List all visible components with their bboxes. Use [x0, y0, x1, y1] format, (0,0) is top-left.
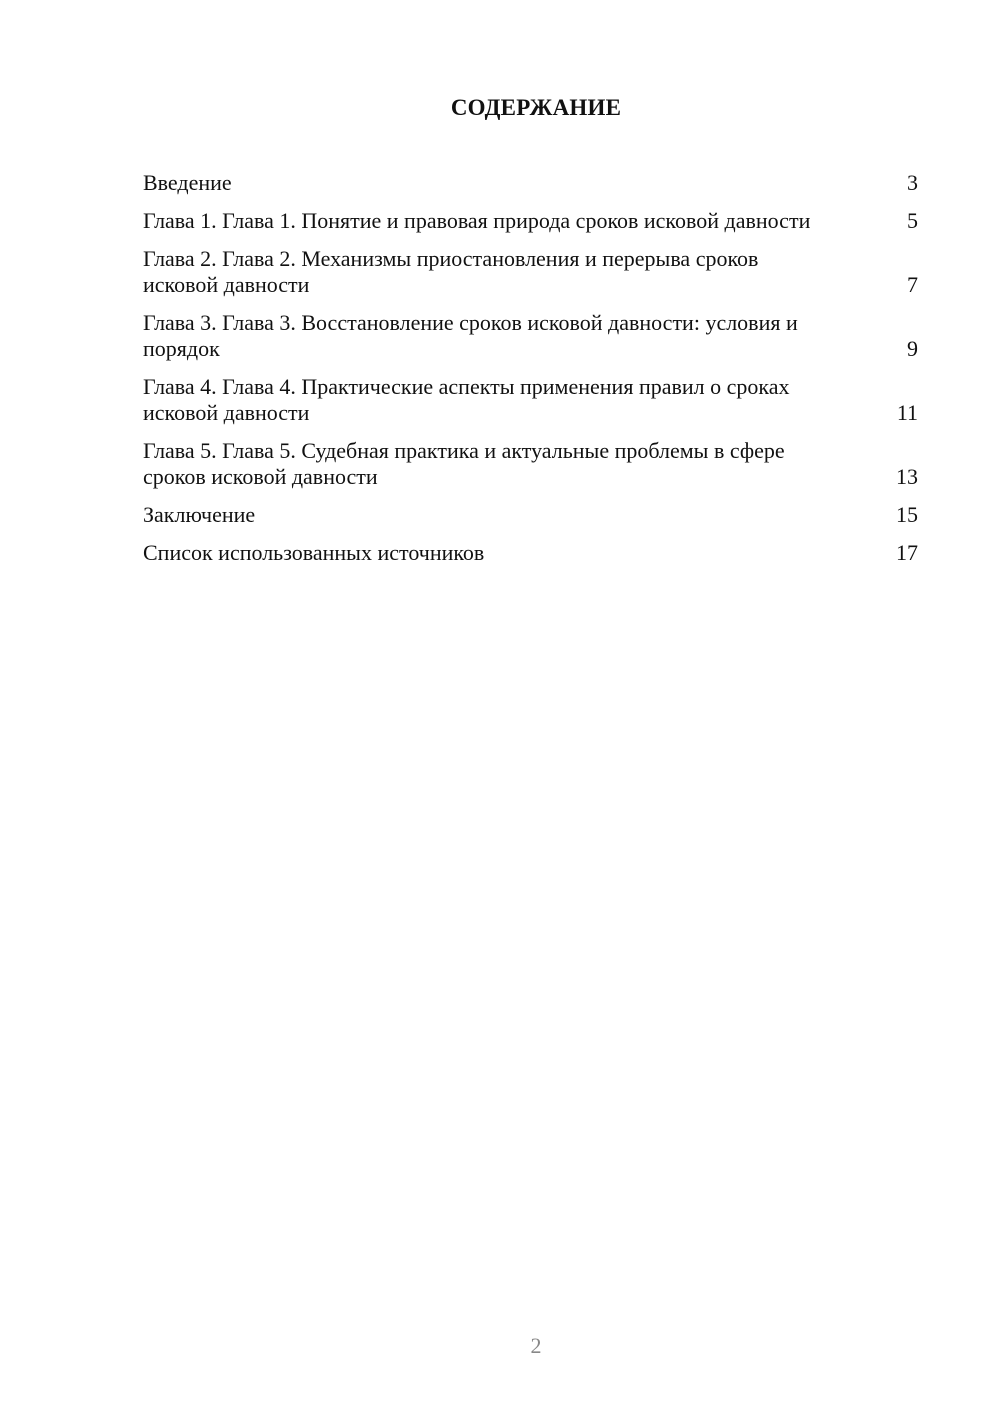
- toc-entry-page: 3: [907, 170, 918, 195]
- toc-entry-conclusion: [143, 502, 918, 528]
- toc-entry-chapter-5: [143, 438, 918, 490]
- toc-entry-page: 13: [896, 464, 918, 489]
- toc-entry-introduction: [143, 170, 918, 196]
- toc-entry-text: Глава 1. Глава 1. Понятие и правовая природа сроков исковой давности: [143, 208, 811, 233]
- toc-entry-text: Глава 5. Глава 5. Судебная практика и актуальные проблемы в сфере сроков исковой давности: [143, 438, 785, 489]
- toc-entry-text: Заключение: [143, 502, 256, 527]
- toc-entry-chapter-3: [143, 310, 918, 362]
- toc-entry-page: 7: [907, 272, 918, 297]
- toc-entry-text: Список использованных источников: [143, 540, 485, 565]
- toc-entry-chapter-1: [143, 208, 918, 234]
- toc-entry-text: Глава 4. Глава 4. Практические аспекты применения правил о сроках исковой давности: [143, 374, 790, 425]
- toc-entry-page: 11: [896, 400, 918, 425]
- toc-entry-page: 9: [907, 336, 918, 361]
- toc-entry-chapter-4: [143, 374, 918, 426]
- toc-entry-chapter-2: [143, 246, 918, 298]
- toc-entry-page: 15: [896, 502, 918, 527]
- toc-entry-references: [143, 540, 918, 566]
- toc-entry-text: Глава 2. Глава 2. Механизмы приостановления и перерыва сроков исковой давности: [143, 246, 759, 297]
- toc-entry-page: 17: [896, 540, 918, 565]
- toc-entry-text: Глава 3. Глава 3. Восстановление сроков исковой давности: условия и порядок: [143, 310, 798, 361]
- toc-entry-page: 5: [907, 208, 918, 233]
- page-title: СОДЕРЖАНИЕ: [450, 95, 622, 120]
- page-number: 2: [530, 1333, 542, 1358]
- toc-entry-text: Введение: [143, 170, 232, 195]
- table-of-contents: [143, 170, 918, 578]
